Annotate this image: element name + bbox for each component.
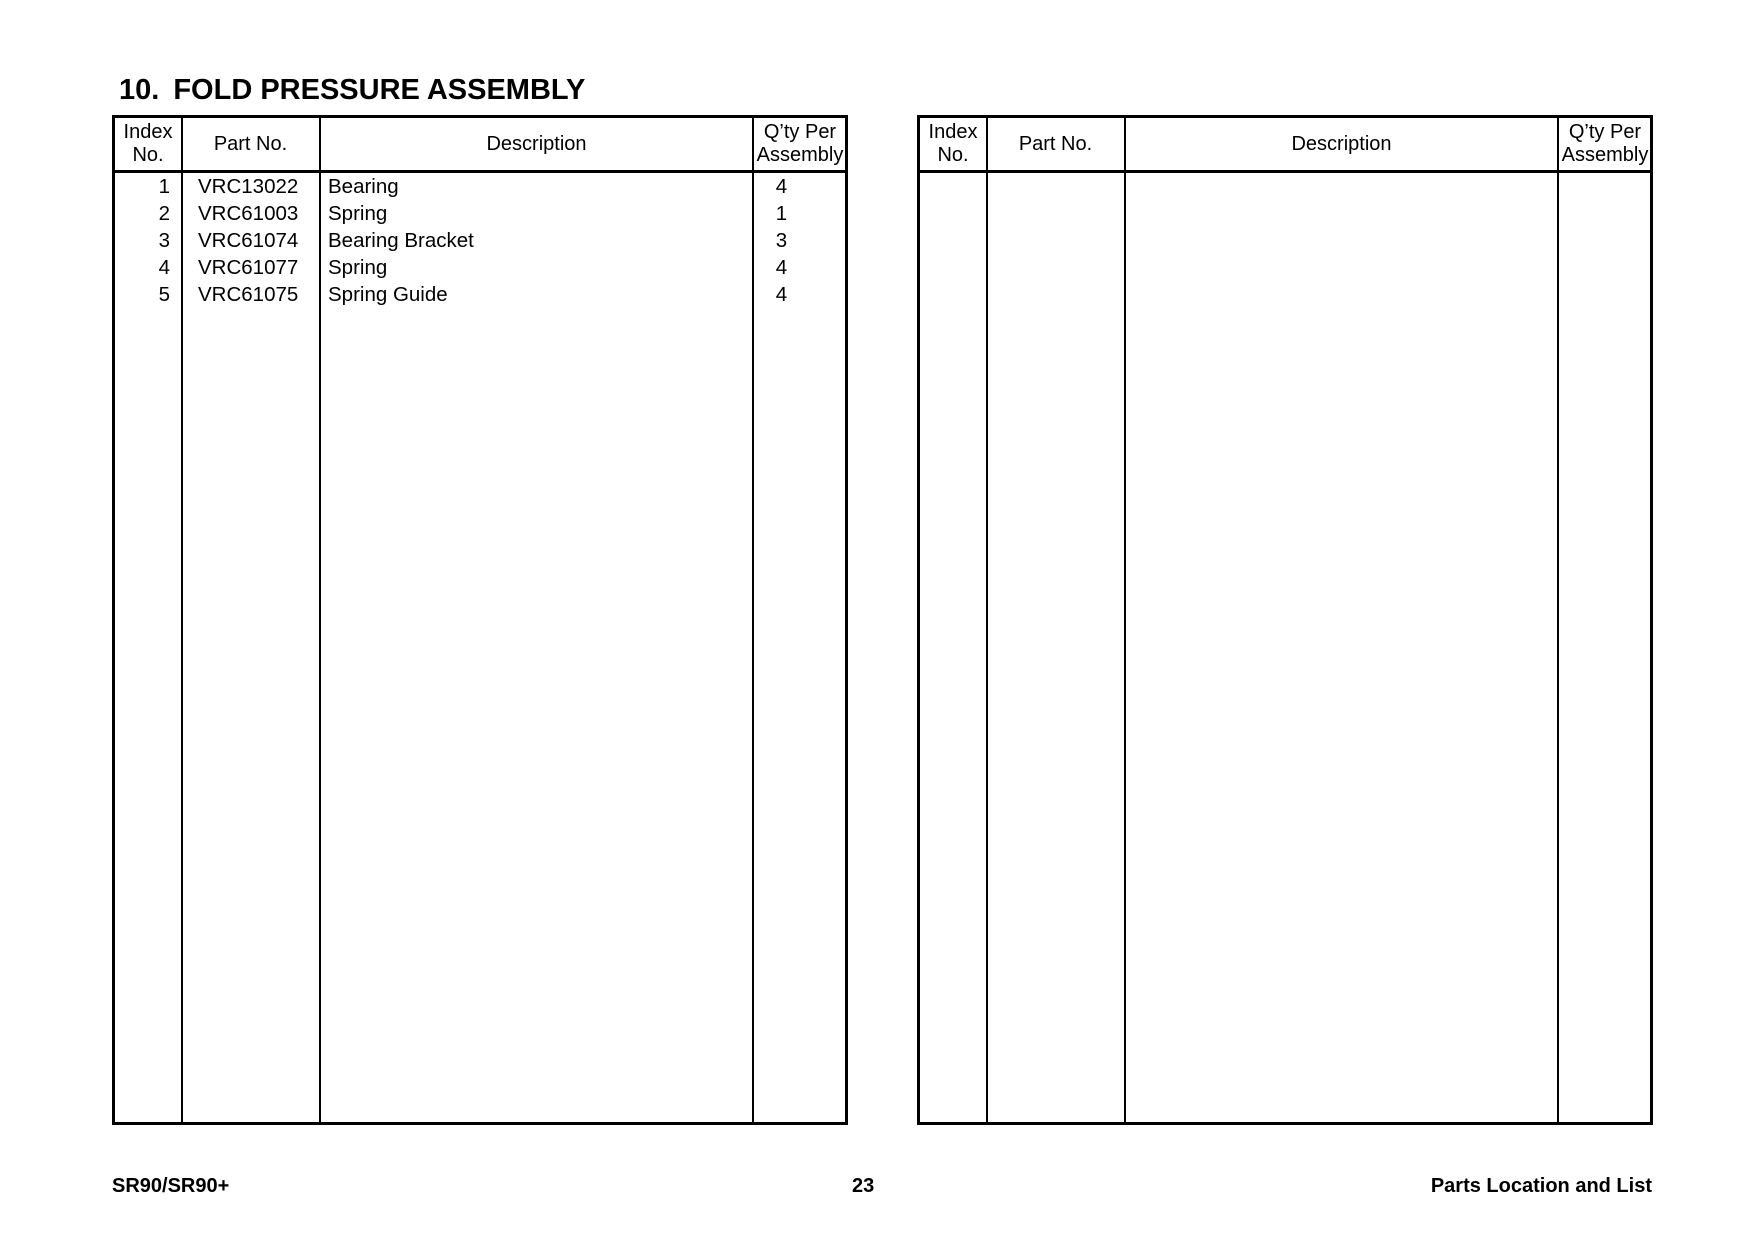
- description-cell: Spring: [328, 202, 388, 225]
- part-no-cell: VRC61075: [198, 283, 299, 306]
- section-name: FOLD PRESSURE ASSEMBLY: [173, 74, 586, 106]
- table-row: [115, 227, 845, 254]
- parts-table-left: [112, 115, 848, 1125]
- part-no-cell: VRC61074: [198, 229, 299, 252]
- header-description: Description: [1291, 132, 1392, 155]
- description-cell: Spring Guide: [328, 283, 448, 306]
- header-qty: Q’ty Per Assembly: [756, 121, 844, 166]
- qty-cell: 4: [775, 283, 788, 306]
- column-divider: [986, 118, 988, 1122]
- column-divider: [1557, 118, 1559, 1122]
- header-index: Index No.: [123, 121, 173, 166]
- header-divider: [920, 170, 1650, 173]
- section-number: 10.: [119, 74, 160, 106]
- index-cell: 4: [158, 256, 170, 279]
- footer-model: SR90/SR90+: [112, 1175, 230, 1197]
- part-no-cell: VRC13022: [198, 175, 299, 198]
- qty-cell: 4: [775, 175, 788, 198]
- description-cell: Bearing Bracket: [328, 229, 474, 252]
- parts-rows: [115, 173, 845, 308]
- header-part-no: Part No.: [1018, 132, 1093, 155]
- header-index: Index No.: [928, 121, 978, 166]
- column-divider: [1124, 118, 1126, 1122]
- qty-cell: 4: [775, 256, 788, 279]
- qty-cell: 3: [775, 229, 788, 252]
- header-part-no: Part No.: [213, 132, 288, 155]
- description-cell: Spring: [328, 256, 388, 279]
- table-row: [115, 254, 845, 281]
- table-row: [115, 173, 845, 200]
- footer-page-number: 23: [852, 1175, 875, 1197]
- index-cell: 1: [158, 175, 170, 198]
- table-row: [115, 281, 845, 308]
- index-cell: 2: [158, 202, 170, 225]
- index-cell: 3: [158, 229, 170, 252]
- part-no-cell: VRC61077: [198, 256, 299, 279]
- footer-chapter: Parts Location and List: [1430, 1175, 1652, 1197]
- section-title: [119, 74, 585, 107]
- table-row: [115, 200, 845, 227]
- qty-cell: 1: [775, 202, 788, 225]
- description-cell: Bearing: [328, 175, 399, 198]
- header-qty: Q’ty Per Assembly: [1561, 121, 1649, 166]
- index-cell: 5: [158, 283, 170, 306]
- part-no-cell: VRC61003: [198, 202, 299, 225]
- header-description: Description: [486, 132, 587, 155]
- parts-table-right: [917, 115, 1653, 1125]
